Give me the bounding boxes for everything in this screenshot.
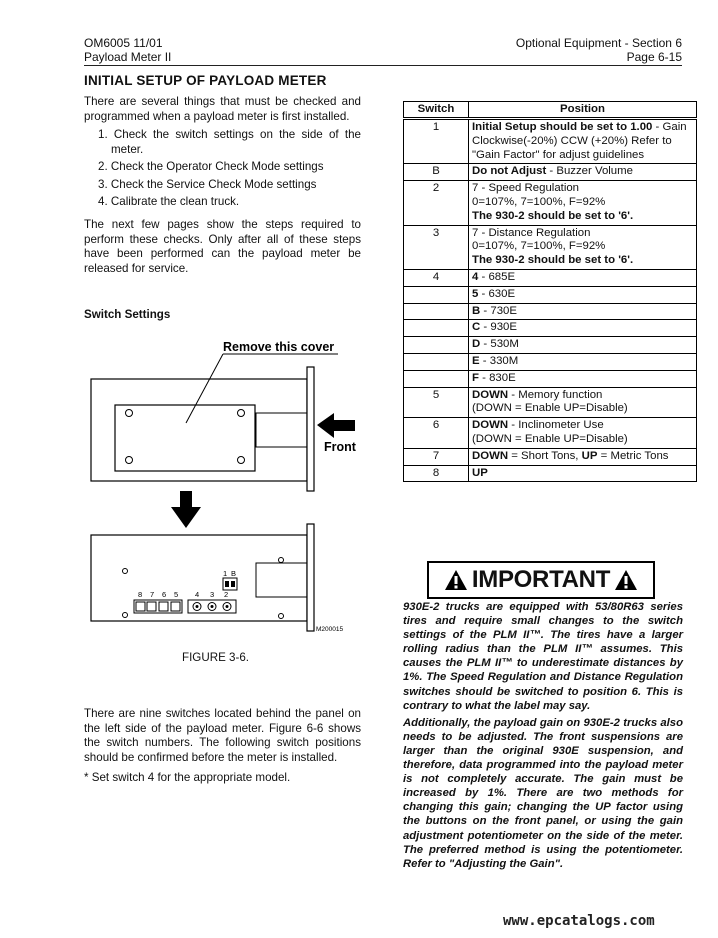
- figure-caption: FIGURE 3-6.: [182, 651, 249, 664]
- next-pages-paragraph: The next few pages show the steps required to perform these checks. Only after all of these steps have been performed can the payload meter be released for service.: [84, 218, 361, 275]
- section-heading: INITIAL SETUP OF PAYLOAD METER: [84, 73, 327, 88]
- position-text: (DOWN = Enable UP=Disable): [472, 432, 628, 445]
- switch-number-5: 5: [174, 590, 179, 599]
- position-text: The 930-2 should be set to '6'.: [472, 209, 634, 222]
- position-cell: [469, 448, 697, 465]
- position-text: - Gain Clockwise(-20%) CCW (+20%) Refer to "Gain Factor" for adjust guidelines: [472, 121, 687, 161]
- important-paragraph-2: Additionally, the payload gain on 930E-2 trucks also needs to be adjusted. The front suspensions are larger than the original 930E suspension, and therefore, data programmed into the payload meter is not completely accurate. The gain must be increased by 1%. There are two methods for changing this gain; changing the UP factor using the buttons on the front panel, or using the gain adjustment potentiometer on the side of the meter. The preferred method is using the potentiometer. Refer to "Adjusting the Gain".: [403, 716, 683, 870]
- position-text: - Memory function: [508, 388, 603, 401]
- position-text: (DOWN = Enable UP=Disable): [472, 402, 628, 415]
- position-text: - Buzzer Volume: [546, 165, 633, 178]
- important-paragraph-1: 930E-2 trucks are equipped with 53/80R63 series tires and require small changes to the switch settings of the PLM II™. The tires have a larger rolling radius than the PLM II™ assumes. This causes the PLM II™ to underestimate distances by 1%. The Speed Regulation and Distance Regulation switches should be switched to position 6. This is contrary to what the label may say.: [403, 601, 683, 712]
- position-cell: [469, 337, 697, 354]
- warning-triangle-icon: [444, 569, 468, 591]
- steps-list: [98, 128, 361, 210]
- column-header-position: Position: [469, 102, 697, 119]
- switch-cell: 7: [404, 448, 469, 465]
- table-row: [404, 387, 697, 418]
- remove-cover-label: Remove this cover: [223, 340, 335, 354]
- table-row: [404, 320, 697, 337]
- down-arrow-icon: [171, 491, 201, 528]
- nine-switches-paragraph: There are nine switches located behind the panel on the left side of the payload meter. Figure 6-6 shows the switch numbers. The following switch positions should be confirmed before the meter is installed.: [84, 707, 361, 764]
- position-cell: [469, 181, 697, 225]
- position-text: E: [472, 354, 480, 367]
- position-text: 5: [472, 287, 479, 300]
- position-cell: [469, 353, 697, 370]
- doc-name: Payload Meter II: [84, 50, 172, 64]
- position-text: DOWN: [472, 388, 509, 401]
- step-item: 1. Check the switch settings on the side of the meter.: [98, 128, 361, 156]
- switch-cell: [404, 370, 469, 387]
- switch-cell: 6: [404, 418, 469, 449]
- position-text: The 930-2 should be set to '6'.: [472, 254, 634, 267]
- warning-triangle-icon: [614, 569, 638, 591]
- switch-cell: [404, 286, 469, 303]
- position-text: B: [472, 304, 481, 317]
- step-item: 2. Check the Operator Check Mode settings: [98, 160, 324, 174]
- model-note: * Set switch 4 for the appropriate model.: [84, 771, 291, 784]
- position-text: - 685E: [478, 270, 516, 283]
- front-arrow-icon: [317, 413, 355, 438]
- position-cell: [469, 320, 697, 337]
- switch-cell: [404, 353, 469, 370]
- switch-cell: 4: [404, 269, 469, 286]
- table-row: [404, 337, 697, 354]
- switch-positions-table: [403, 101, 697, 482]
- position-text: - 730E: [480, 304, 517, 317]
- position-text: - 630E: [478, 287, 516, 300]
- switch-number-6: 6: [162, 590, 167, 599]
- position-text: F: [472, 371, 479, 384]
- intro-paragraph: There are several things that must be checked and programmed when a payload meter is first installed.: [84, 95, 361, 123]
- switch-cell: 2: [404, 181, 469, 225]
- position-text: Initial Setup should be set to 1.00: [472, 121, 653, 133]
- position-text: C: [472, 321, 481, 334]
- table-row: [404, 269, 697, 286]
- figure-code: M200015: [316, 626, 344, 633]
- step-item: 3. Check the Service Check Mode settings: [98, 177, 317, 191]
- front-label: Front: [324, 440, 356, 454]
- position-text: UP: [581, 449, 598, 462]
- position-cell: [469, 269, 697, 286]
- position-text: D: [472, 338, 481, 351]
- page-number: Page 6-15: [626, 50, 682, 64]
- position-text: 7 - Speed Regulation: [472, 182, 580, 195]
- table-row: [404, 353, 697, 370]
- position-cell: [469, 418, 697, 449]
- switch-number-7: 7: [150, 590, 155, 599]
- position-text: 4: [472, 270, 479, 283]
- table-row: [404, 465, 697, 482]
- position-text: UP: [472, 466, 488, 479]
- table-row: [404, 225, 697, 269]
- position-text: - Inclinometer Use: [508, 419, 604, 432]
- table-row: [404, 370, 697, 387]
- table-row: [404, 286, 697, 303]
- position-cell: [469, 286, 697, 303]
- important-label: IMPORTANT: [471, 566, 611, 593]
- doc-id: OM6005 11/01: [84, 36, 163, 50]
- cover-plate: [115, 405, 255, 471]
- position-cell: [469, 119, 697, 164]
- switch-location-figure: [84, 335, 364, 640]
- position-cell: [469, 164, 697, 181]
- switch-cell: B: [404, 164, 469, 181]
- front-panel-bottom: [307, 524, 314, 631]
- front-panel-top: [307, 367, 314, 491]
- position-text: DOWN: [472, 449, 509, 462]
- watermark: www.epcatalogs.com: [503, 913, 655, 929]
- meter-body-top: [91, 379, 307, 481]
- position-cell: [469, 387, 697, 418]
- switch-number-4: 4: [195, 590, 200, 599]
- switch-number-8: 8: [138, 590, 143, 599]
- switch-cell: 1: [404, 119, 469, 164]
- header-rule: [84, 65, 682, 66]
- table-row: [404, 448, 697, 465]
- position-text: 0=107%, 7=100%, F=92%: [472, 195, 606, 208]
- table-row: [404, 119, 697, 164]
- important-notice: [403, 600, 683, 874]
- position-text: = Short Tons,: [508, 449, 582, 462]
- position-text: DOWN: [472, 419, 509, 432]
- position-text: 0=107%, 7=100%, F=92%: [472, 240, 606, 253]
- position-text: Do not Adjust: [472, 165, 547, 178]
- section-title: Optional Equipment - Section 6: [515, 36, 682, 50]
- switch-cell: [404, 303, 469, 320]
- position-text: - 830E: [478, 371, 516, 384]
- position-cell: [469, 370, 697, 387]
- position-text: - 930E: [480, 321, 517, 334]
- position-cell: [469, 225, 697, 269]
- switch-cell: [404, 337, 469, 354]
- switch-cell: 8: [404, 465, 469, 482]
- switch-cell: 3: [404, 225, 469, 269]
- switch-number-3: 3: [210, 590, 215, 599]
- position-cell: [469, 303, 697, 320]
- switch-number-b: B: [231, 569, 237, 578]
- position-text: - 530M: [480, 338, 519, 351]
- table-row: [404, 303, 697, 320]
- step-item: 4. Calibrate the clean truck.: [98, 195, 240, 209]
- table-row: [404, 418, 697, 449]
- position-text: - 330M: [479, 354, 519, 367]
- switch-number-2: 2: [224, 590, 229, 599]
- important-banner: [427, 561, 655, 599]
- table-row: [404, 164, 697, 181]
- switch-cell: [404, 320, 469, 337]
- switch-number-1: 1: [223, 569, 228, 578]
- position-text: = Metric Tons: [597, 449, 669, 462]
- position-text: 7 - Distance Regulation: [472, 226, 591, 239]
- switch-settings-heading: Switch Settings: [84, 308, 171, 321]
- table-header-row: [404, 102, 697, 119]
- position-cell: [469, 465, 697, 482]
- switch-cell: 5: [404, 387, 469, 418]
- table-row: [404, 181, 697, 225]
- column-header-switch: Switch: [404, 102, 469, 119]
